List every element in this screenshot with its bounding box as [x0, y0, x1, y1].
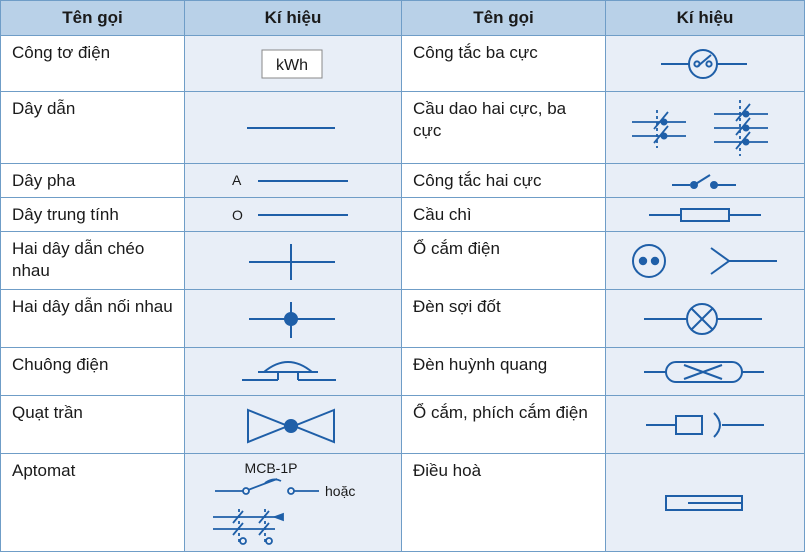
table-row: [1, 92, 805, 164]
mcb-label: MCB-1P: [244, 459, 298, 476]
phase-letter: A: [232, 171, 242, 188]
name-phase-wire: Dây pha: [1, 164, 185, 198]
table-row: [1, 348, 805, 396]
name-wire: Dây dẫn: [1, 92, 185, 164]
header-name-left: Tên gọi: [1, 1, 185, 36]
socket-plug-symbol: [606, 396, 805, 454]
table-row: [1, 164, 805, 198]
name-joined-wires: Hai dây dẫn nối nhau: [1, 290, 185, 348]
joined-wires-symbol: [185, 290, 402, 348]
table-row: [1, 396, 805, 454]
name-air-conditioner: Điều hoà: [402, 454, 606, 552]
neutral-wire-symbol: [185, 198, 402, 232]
power-socket-symbol: [606, 232, 805, 290]
fuse-symbol: [606, 198, 805, 232]
electric-meter-symbol: [185, 36, 402, 92]
name-power-socket: Ổ cắm điện: [402, 232, 606, 290]
name-circuit-breaker: Aptomat: [1, 454, 185, 552]
air-conditioner-symbol: [606, 454, 805, 552]
name-two-three-pole-disconnector: Cầu dao hai cực, ba cực: [402, 92, 606, 164]
name-fluorescent-lamp: Đèn huỳnh quang: [402, 348, 606, 396]
electric-bell-symbol: [185, 348, 402, 396]
disconnector-symbol: [606, 92, 805, 164]
header-symbol-right: Kí hiệu: [606, 1, 805, 36]
name-crossing-wires: Hai dây dẫn chéo nhau: [1, 232, 185, 290]
name-incandescent-lamp: Đèn sợi đốt: [402, 290, 606, 348]
circuit-breaker-symbol: [185, 454, 402, 552]
table-row: [1, 290, 805, 348]
name-fuse: Cầu chì: [402, 198, 606, 232]
header-row: [1, 1, 805, 36]
name-electric-bell: Chuông điện: [1, 348, 185, 396]
name-two-pole-switch: Công tắc hai cực: [402, 164, 606, 198]
name-three-pole-switch: Công tắc ba cực: [402, 36, 606, 92]
ceiling-fan-symbol: [185, 396, 402, 454]
name-socket-and-plug: Ổ cắm, phích cắm điện: [402, 396, 606, 454]
name-electric-meter: Công tơ điện: [1, 36, 185, 92]
or-word: hoặc: [325, 482, 356, 499]
two-pole-switch-symbol: [606, 164, 805, 198]
three-pole-switch-symbol: [606, 36, 805, 92]
crossing-wires-symbol: [185, 232, 402, 290]
table-row: [1, 232, 805, 290]
wire-symbol: [185, 92, 402, 164]
table-row: [1, 36, 805, 92]
table-row: [1, 198, 805, 232]
name-ceiling-fan: Quạt trần: [1, 396, 185, 454]
fluorescent-lamp-symbol: [606, 348, 805, 396]
header-name-right: Tên gọi: [402, 1, 606, 36]
neutral-letter: O: [232, 206, 243, 223]
table-row: [1, 454, 805, 552]
header-symbol-left: Kí hiệu: [185, 1, 402, 36]
incandescent-lamp-symbol: [606, 290, 805, 348]
phase-wire-symbol: [185, 164, 402, 198]
name-neutral-wire: Dây trung tính: [1, 198, 185, 232]
meter-label: kWh: [276, 56, 308, 74]
